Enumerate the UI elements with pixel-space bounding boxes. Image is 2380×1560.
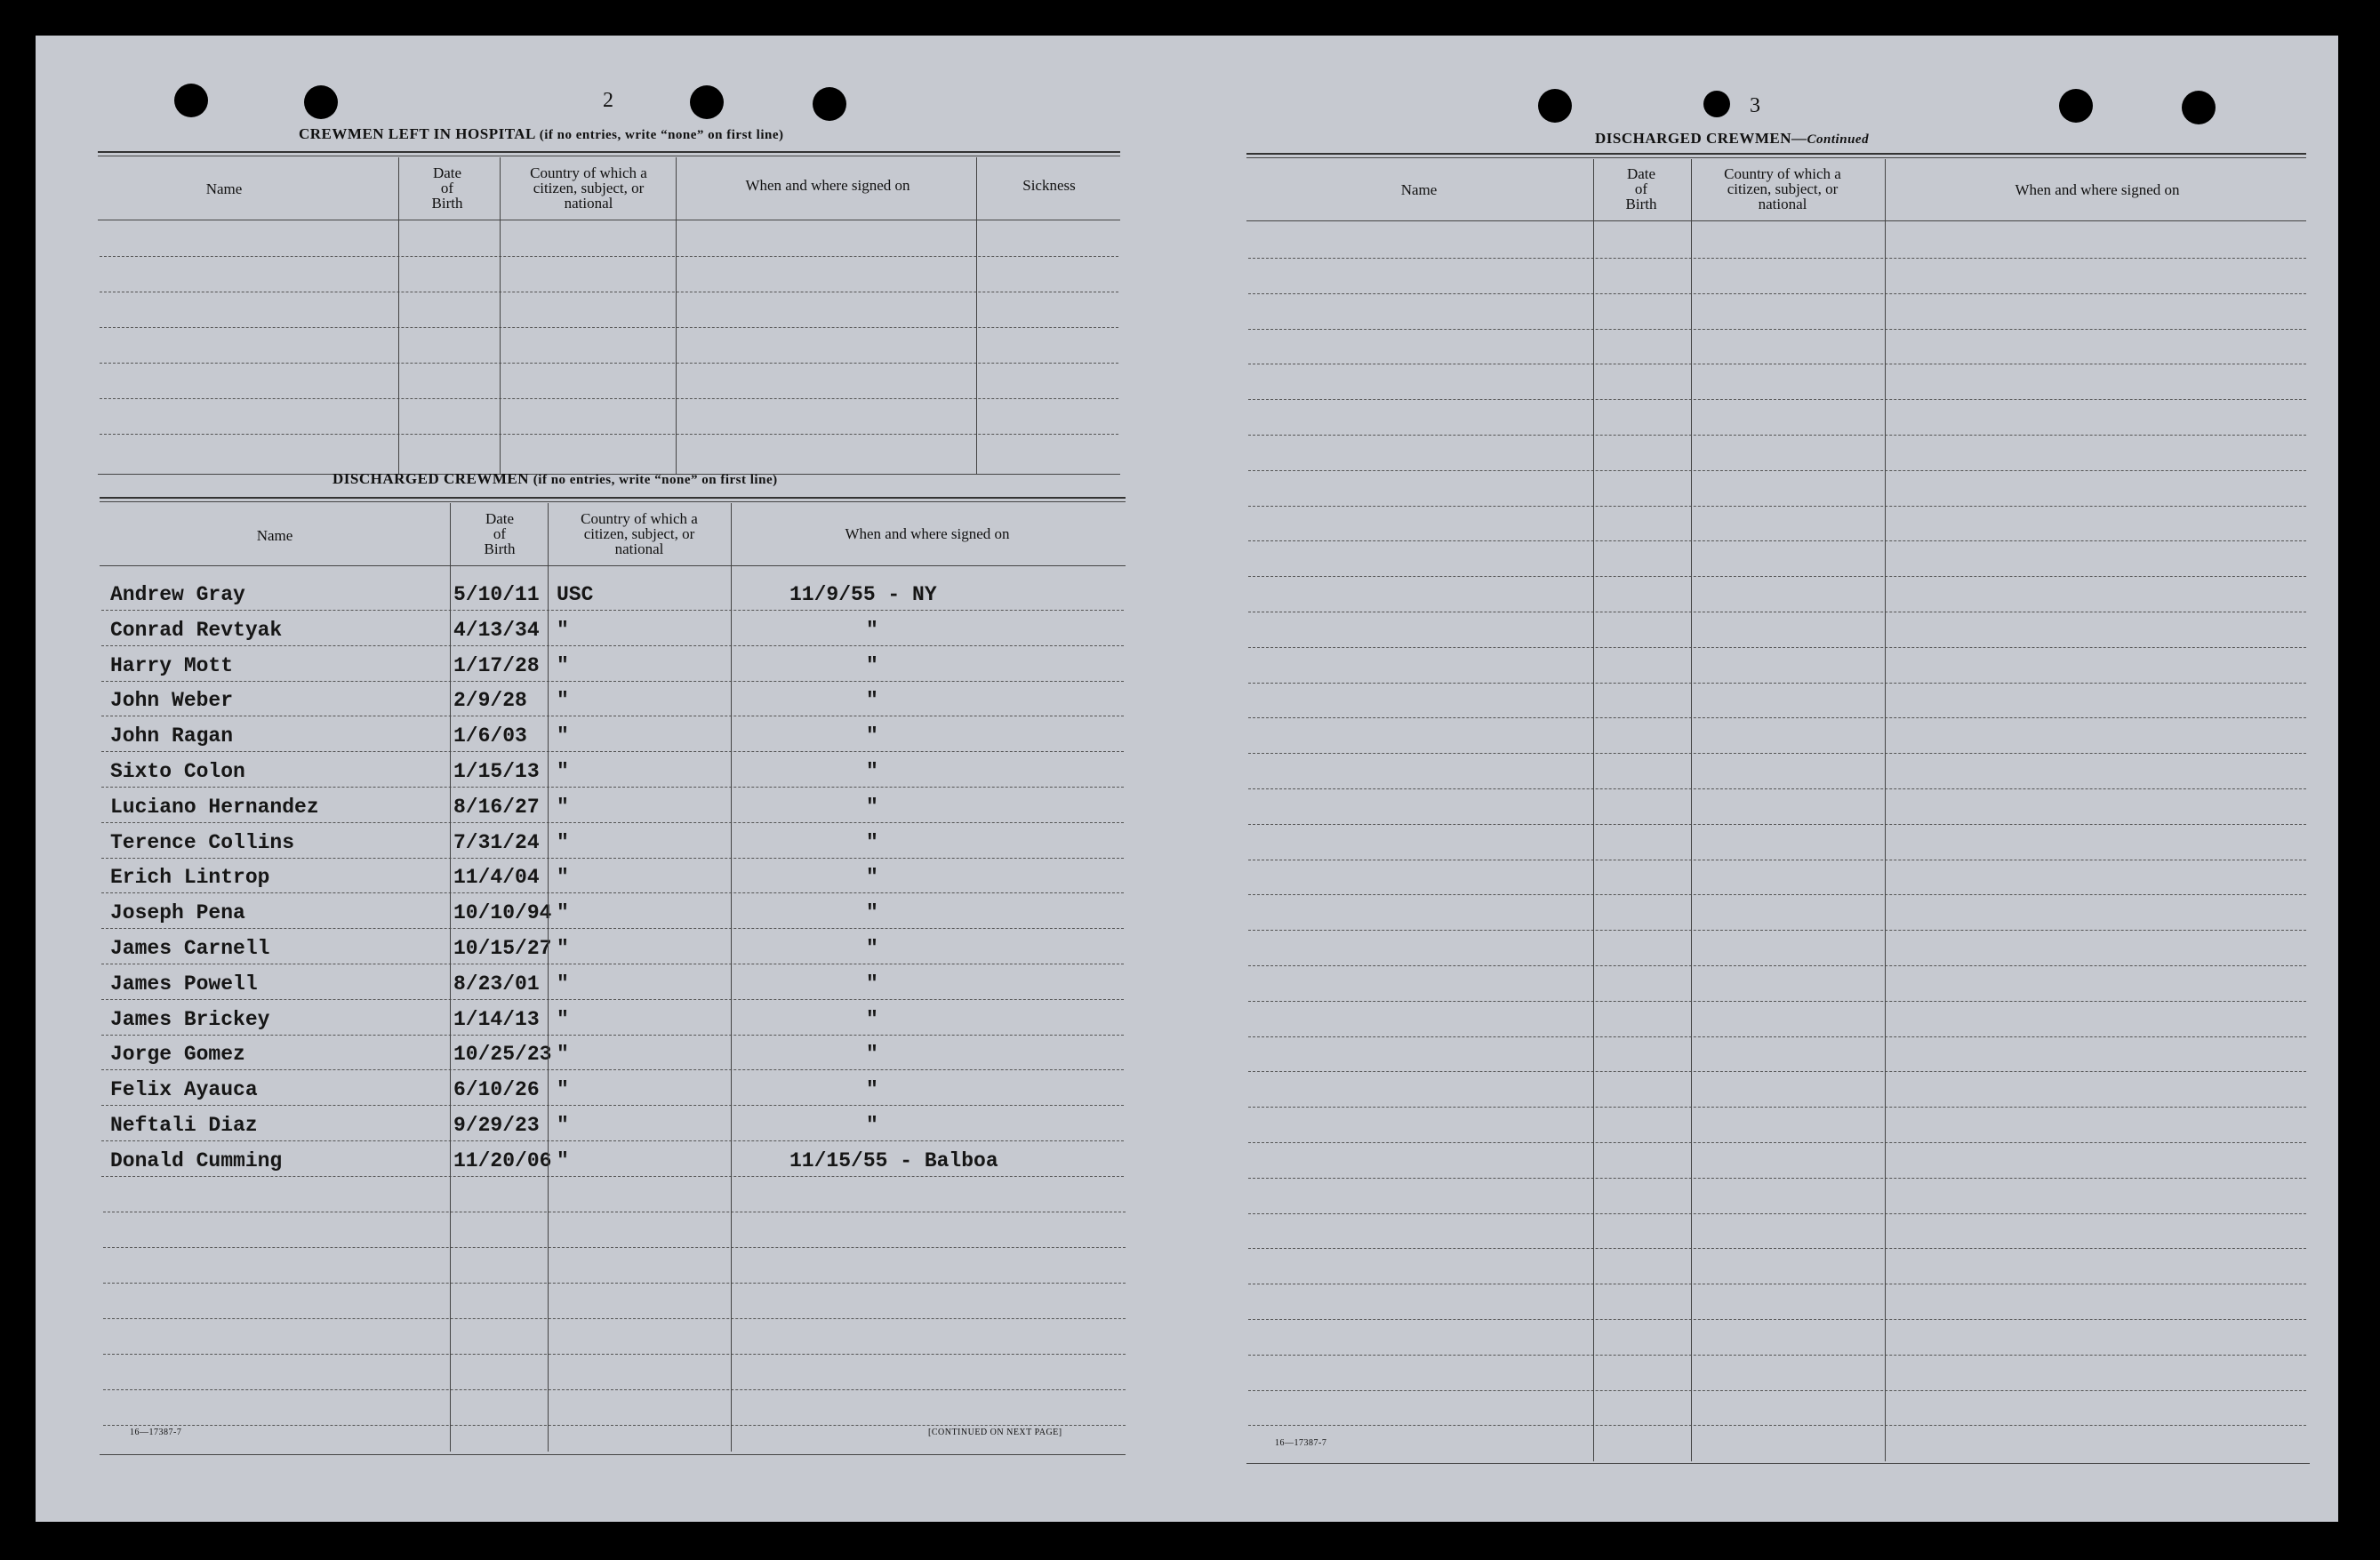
row-rule <box>1248 717 2306 718</box>
row-signed: " <box>866 795 878 819</box>
row-dob: 8/23/01 <box>453 972 540 996</box>
header-rule <box>1246 220 2306 221</box>
table-top-rule <box>100 501 1126 502</box>
table-top-rule <box>1246 157 2306 158</box>
row-dob: 5/10/11 <box>453 583 540 606</box>
row-rule <box>1248 647 2306 648</box>
row-signed: " <box>866 653 878 677</box>
row-country: USC <box>557 583 594 606</box>
punch-hole <box>174 84 208 117</box>
row-name: Sixto Colon <box>110 760 245 783</box>
row-rule <box>1248 894 2306 895</box>
row-signed: " <box>866 830 878 854</box>
row-rule <box>1248 1390 2306 1391</box>
row-rule <box>1248 1036 2306 1037</box>
column-header-dob: Date of Birth <box>1625 165 1657 212</box>
column-header-signed: When and where signed on <box>745 177 910 194</box>
row-rule <box>1248 1319 2306 1320</box>
row-rule <box>101 751 1124 752</box>
discharged-instruction: (if no entries, write “none” on first line) <box>533 473 778 487</box>
column-divider <box>398 157 399 474</box>
column-divider <box>548 503 549 1452</box>
row-dob: 11/20/06 <box>453 1148 552 1172</box>
row-rule <box>1248 399 2306 400</box>
punch-hole <box>1538 89 1572 123</box>
discharged-title-text: DISCHARGED CREWMEN <box>333 470 530 487</box>
row-dob: 11/4/04 <box>453 866 540 890</box>
row-name: Harry Mott <box>110 653 234 677</box>
row-rule <box>103 1354 1126 1355</box>
row-country: " <box>557 830 569 854</box>
row-rule <box>101 1069 1124 1070</box>
row-rule <box>101 822 1124 823</box>
row-rule <box>101 787 1124 788</box>
row-country: " <box>557 972 569 996</box>
row-name: James Carnell <box>110 937 270 960</box>
column-divider <box>1593 159 1594 1461</box>
row-signed: " <box>866 1043 878 1067</box>
row-rule <box>1248 824 2306 825</box>
row-rule <box>1248 576 2306 577</box>
row-signed: " <box>866 937 878 960</box>
row-country: " <box>557 1148 569 1172</box>
column-header-signed: When and where signed on <box>2015 181 2180 198</box>
row-country: " <box>557 653 569 677</box>
row-signed: " <box>866 1114 878 1137</box>
row-rule <box>100 256 1118 257</box>
row-country: " <box>557 795 569 819</box>
row-rule <box>101 999 1124 1000</box>
row-rule <box>100 398 1118 399</box>
row-dob: 1/6/03 <box>453 724 527 748</box>
page-number: 2 <box>603 89 613 112</box>
row-rule <box>103 1389 1126 1390</box>
row-name: Jorge Gomez <box>110 1043 245 1067</box>
row-rule <box>103 1247 1126 1248</box>
row-rule <box>1248 1071 2306 1072</box>
column-header-dob: Date of Birth <box>431 164 463 212</box>
row-dob: 1/14/13 <box>453 1007 540 1031</box>
row-rule <box>1248 965 2306 966</box>
row-rule <box>101 858 1124 859</box>
column-header-country: Country of which a citizen, subject, or national <box>530 164 647 212</box>
row-dob: 7/31/24 <box>453 830 540 854</box>
table-top-rule <box>1246 153 2306 155</box>
row-rule <box>1248 258 2306 259</box>
header-rule <box>100 565 1126 566</box>
row-rule <box>101 610 1124 611</box>
row-name: Donald Cumming <box>110 1148 283 1172</box>
row-name: James Brickey <box>110 1007 270 1031</box>
column-header-country: Country of which a citizen, subject, or national <box>581 510 698 557</box>
column-header-name: Name <box>256 527 293 544</box>
column-divider <box>1885 159 1886 1461</box>
row-rule <box>1248 329 2306 330</box>
row-signed: " <box>866 901 878 925</box>
row-rule <box>101 1035 1124 1036</box>
punch-hole <box>304 85 338 119</box>
row-signed: " <box>866 866 878 890</box>
row-rule <box>100 434 1118 435</box>
hospital-instruction: (if no entries, write “none” on first line) <box>539 128 784 142</box>
row-country: " <box>557 724 569 748</box>
row-rule <box>1248 470 2306 471</box>
row-dob: 10/10/94 <box>453 901 552 925</box>
row-name: Terence Collins <box>110 830 295 854</box>
row-rule <box>1248 1213 2306 1214</box>
row-rule <box>1248 1001 2306 1002</box>
row-country: " <box>557 1114 569 1137</box>
row-signed: " <box>866 1007 878 1031</box>
column-header-dob: Date of Birth <box>484 510 516 557</box>
row-rule <box>1248 1355 2306 1356</box>
row-dob: 10/15/27 <box>453 937 552 960</box>
row-rule <box>1248 1425 2306 1426</box>
row-name: Andrew Gray <box>110 583 245 606</box>
row-country: " <box>557 618 569 642</box>
row-rule <box>1248 1142 2306 1143</box>
column-header-country: Country of which a citizen, subject, or national <box>1724 165 1841 212</box>
row-signed: " <box>866 724 878 748</box>
column-header-signed: When and where signed on <box>845 525 1010 542</box>
hospital-title-text: CREWMEN LEFT IN HOSPITAL <box>299 125 535 142</box>
column-divider <box>500 157 501 474</box>
row-rule <box>101 928 1124 929</box>
row-name: John Ragan <box>110 724 234 748</box>
table-top-rule <box>98 151 1120 153</box>
column-divider <box>676 157 677 474</box>
row-dob: 4/13/34 <box>453 618 540 642</box>
row-dob: 10/25/23 <box>453 1043 552 1067</box>
continued-section-title <box>1595 130 1869 148</box>
row-dob: 1/17/28 <box>453 653 540 677</box>
punch-hole <box>2059 89 2093 123</box>
row-rule <box>1248 1178 2306 1179</box>
row-country: " <box>557 1043 569 1067</box>
row-rule <box>1248 293 2306 294</box>
row-dob: 6/10/26 <box>453 1078 540 1102</box>
row-country: " <box>557 689 569 713</box>
column-divider <box>450 503 451 1452</box>
row-dob: 2/9/28 <box>453 689 527 713</box>
row-rule <box>1248 1248 2306 1249</box>
punch-hole <box>813 87 846 121</box>
form-number: 16—17387-7 <box>130 1428 182 1437</box>
row-rule <box>1248 435 2306 436</box>
row-country: " <box>557 1078 569 1102</box>
page-number: 3 <box>1750 94 1760 117</box>
column-header-name: Name <box>205 180 243 197</box>
column-header-name: Name <box>1400 181 1438 198</box>
row-name: Joseph Pena <box>110 901 245 925</box>
column-divider <box>976 157 977 474</box>
punch-hole <box>690 85 724 119</box>
table-top-rule <box>100 497 1126 499</box>
row-signed: " <box>866 972 878 996</box>
row-signed: " <box>866 689 878 713</box>
row-signed: " <box>866 618 878 642</box>
row-country: " <box>557 760 569 783</box>
row-signed: 11/9/55 - NY <box>789 583 937 606</box>
row-name: John Weber <box>110 689 234 713</box>
row-dob: 9/29/23 <box>453 1114 540 1137</box>
table-bottom-rule <box>100 1454 1126 1455</box>
row-signed: " <box>866 760 878 783</box>
row-rule <box>1248 788 2306 789</box>
row-rule <box>100 327 1118 328</box>
row-signed: " <box>866 1078 878 1102</box>
row-dob: 1/15/13 <box>453 760 540 783</box>
table-bottom-rule <box>1246 1463 2310 1464</box>
row-country: " <box>557 866 569 890</box>
row-name: Luciano Hernandez <box>110 795 319 819</box>
hospital-section-title <box>299 125 784 143</box>
row-country: " <box>557 937 569 960</box>
punch-hole <box>1703 91 1730 117</box>
row-rule <box>1248 1107 2306 1108</box>
row-rule <box>101 681 1124 682</box>
row-name: Neftali Diaz <box>110 1114 258 1137</box>
row-rule <box>101 1176 1124 1177</box>
column-divider <box>731 503 732 1452</box>
row-rule <box>1248 753 2306 754</box>
row-dob: 8/16/27 <box>453 795 540 819</box>
punch-hole <box>2182 91 2216 124</box>
document-sheet <box>36 36 2338 1522</box>
continued-title-suffix: Continued <box>1807 132 1870 147</box>
row-country: " <box>557 901 569 925</box>
row-rule <box>103 1425 1126 1426</box>
row-rule <box>1248 540 2306 541</box>
form-number: 16—17387-7 <box>1275 1438 1327 1448</box>
row-signed: 11/15/55 - Balboa <box>789 1148 998 1172</box>
row-rule <box>103 1283 1126 1284</box>
row-name: Erich Lintrop <box>110 866 270 890</box>
row-rule <box>1248 930 2306 931</box>
row-rule <box>101 1140 1124 1141</box>
row-country: " <box>557 1007 569 1031</box>
row-rule <box>101 892 1124 893</box>
row-rule <box>101 1105 1124 1106</box>
row-rule <box>1248 683 2306 684</box>
continued-note: [CONTINUED ON NEXT PAGE] <box>928 1428 1062 1437</box>
column-header-sickness: Sickness <box>1022 177 1076 194</box>
row-rule <box>100 363 1118 364</box>
continued-title-text: DISCHARGED CREWMEN— <box>1595 130 1807 147</box>
row-name: Conrad Revtyak <box>110 618 283 642</box>
row-rule <box>1248 506 2306 507</box>
row-name: James Powell <box>110 972 258 996</box>
row-rule <box>101 645 1124 646</box>
column-divider <box>1691 159 1692 1461</box>
row-rule <box>103 1318 1126 1319</box>
row-name: Felix Ayauca <box>110 1078 258 1102</box>
discharged-section-title <box>333 470 778 488</box>
